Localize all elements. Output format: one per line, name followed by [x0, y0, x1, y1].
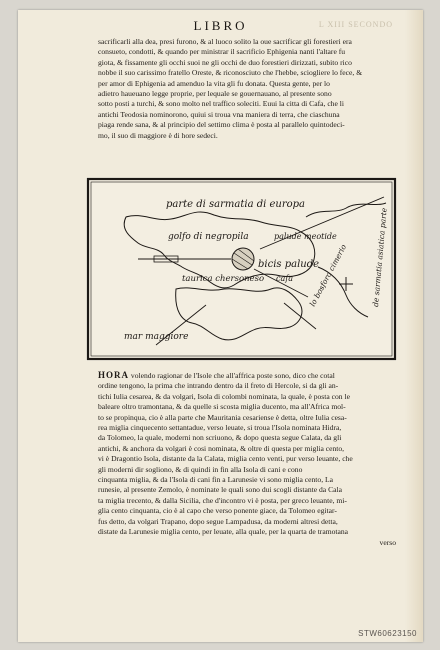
page-header-title: LIBRO	[193, 18, 248, 33]
label-taurica: taurica chersoneso	[182, 274, 265, 284]
text-line: vi è Dragontio Isola, distante da la Calata, miglia cento venti, pur verso leuante, che	[98, 454, 353, 464]
label-sarmatia-asia: de sarmatia asiatica parte	[371, 207, 389, 308]
label-bicis: bicis palude	[258, 259, 320, 270]
text-line: sacrificarli alla dea, presi furono, & al luoco solito la oue sacrificar gli forestieri era	[98, 37, 352, 46]
text-line: to se propinqua, cio è alla parte che Mauritania cesariense è detta, oltre Iulia cesa-	[98, 412, 347, 422]
crimea-map-svg	[86, 177, 397, 361]
label-palude-meotide: palude meotide	[274, 232, 337, 241]
text-line: ta miglia trecento, & dalla Sicilia, che d'incontro vi è posta, per greco leuante, mi-	[98, 495, 347, 505]
text-line: ordine tengono, la prima che intrando dentro da il freto di Hercole, si da gli an-	[98, 381, 339, 391]
diagonal-line	[284, 303, 316, 329]
text-line: glia cento cinquanta, cio è al capo che verso ponente giace, da Tolomeo egitar-	[98, 506, 337, 516]
text-line: mo, il suo di maggiore è di hore sedeci.	[98, 130, 218, 140]
text-line: distate da Larunesie miglia cento, per leuate, alla quale, per la quarta de tramotana	[98, 527, 349, 537]
bottom-paragraph	[98, 370, 396, 548]
text-line-content: volendo ragionar de l'Isole che all'affrica poste sono, dico che cotal	[130, 371, 335, 380]
label-sarmatia-europa: parte di sarmatia di europa	[166, 199, 306, 210]
inventory-stamp: STW60623150	[358, 629, 417, 638]
top-paragraph	[98, 37, 396, 141]
text-line: giota, & fissamente gli occhi suoi ne gli occhi de duo forestieri dirizzati, subito rico	[98, 57, 352, 67]
text-line: rea miglia cinquecento settantadue, verso leuate, si troua l'Isola nominata Hidra,	[98, 423, 342, 433]
label-golfo: golfo di negropila	[168, 232, 249, 242]
text-line: adietro haueuano legge proprie, per lequale se gouernauano, al presente sono	[98, 89, 332, 99]
text-line: antichi, & anchora da volgari è cosi nominata, & oltre di questa per miglia cento,	[98, 443, 345, 453]
label-mar-maggiore: mar maggiore	[124, 332, 189, 342]
text-line: baleare oltro tramontana, & da quelle si scosta miglia ducento, ma all'Africa mol-	[98, 402, 346, 412]
text-line: runesie, al presente Zemolo, è nominate le quali sono dui scogli distante da Cala	[98, 485, 342, 495]
text-line: per amor di Ephigenia ad amenduo la vita gli fu donata. Questa gente, per lo	[98, 78, 330, 88]
text-line: da Tolomeo, la quale, moderni non scriuono, & dopo questa segue Calata, da gli	[98, 433, 342, 443]
catchword: verso	[379, 537, 396, 547]
initial-word: HORA	[98, 370, 129, 380]
text-line: consueto, condotti, & quando per ministrar il sacrificio Ephigenia nanti l'altare fu	[98, 47, 346, 57]
page-edge-shadow	[405, 10, 423, 642]
book-page	[18, 10, 423, 642]
text-line: cinquanta miglia, & da l'Isola di cani fin a Larunesie vi sono miglia cento, La	[98, 475, 334, 485]
text-line: tichi Iulia cesarea, & da volgari, Isola di colombi nominata, la quale, è posta con le	[98, 391, 350, 401]
label-bosforo: lo bosforo cimerio	[307, 242, 349, 308]
text-line: sotto posti a turchi, & sono molto nel traffico soleciti. Euui la citta di Cafa, che li	[98, 99, 344, 109]
text-line: fus detto, da volgari Trapano, dopo segue Lampadusa, da moderni altresi detta,	[98, 516, 338, 526]
sarmatia-coast	[306, 203, 386, 217]
text-line: antichi Teodosia nominorono, quiui si troua vna maniera di terra, che ciaschuna	[98, 109, 340, 119]
woodcut-map	[86, 177, 397, 361]
text-line	[98, 370, 396, 381]
label-cafa: cafa	[276, 274, 293, 283]
show-through-text: L XIII SECONDO	[318, 20, 393, 29]
text-line: piaga rende sana, & al principio del settimo clima è posta al parallelo quintodeci-	[98, 120, 345, 130]
text-line: gli moderni dir sogliono, & di quindi in fin alla Isola di cani e cono	[98, 464, 303, 474]
text-line: nobbe il suo carissimo fratello Oreste, & riconosciuto che l'hebbe, sciogliere lo fece, &	[98, 68, 363, 78]
